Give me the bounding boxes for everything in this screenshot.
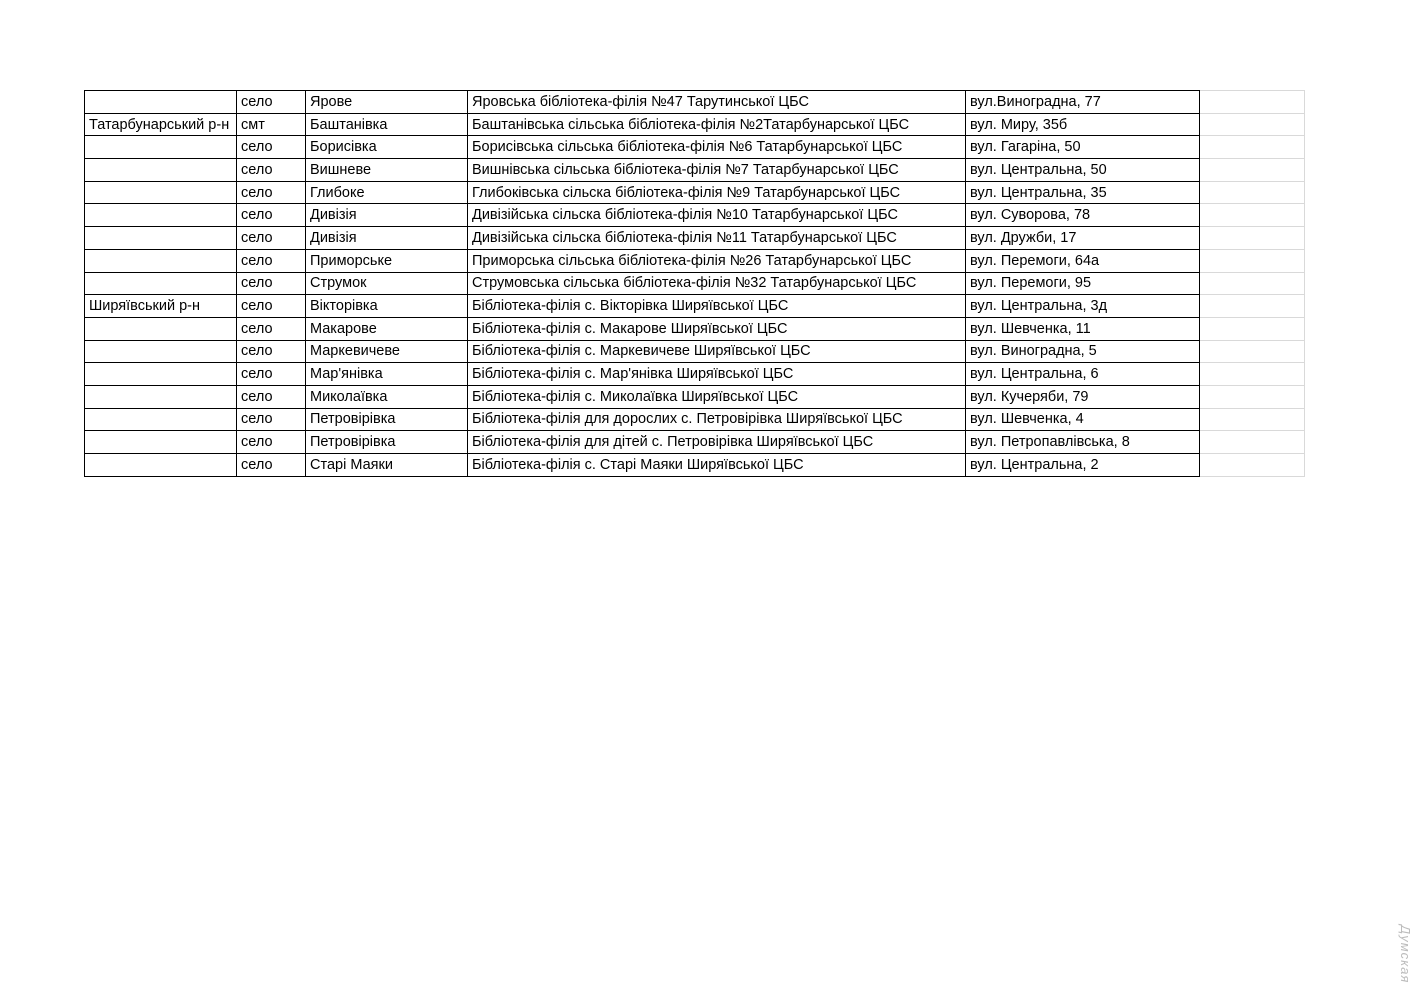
address-cell: вул. Гагаріна, 50 <box>966 136 1200 159</box>
settlement-name-cell: Дивізія <box>306 204 468 227</box>
settlement-type-cell: село <box>237 408 306 431</box>
library-name-cell: Бібліотека-філія с. Макарове Ширяївської ЦБС <box>468 317 966 340</box>
library-name-cell: Дивізійська сільска бібліотека-філія №10 Татарбунарської ЦБС <box>468 204 966 227</box>
district-cell <box>85 385 237 408</box>
settlement-type-cell: село <box>237 454 306 477</box>
settlement-name-cell: Старі Маяки <box>306 454 468 477</box>
address-cell: вул. Дружби, 17 <box>966 227 1200 250</box>
table-row <box>85 317 1305 340</box>
settlement-type-cell: село <box>237 227 306 250</box>
table-row <box>85 431 1305 454</box>
settlement-type-cell: село <box>237 340 306 363</box>
settlement-name-cell: Петровірівка <box>306 408 468 431</box>
settlement-name-cell: Маркевичеве <box>306 340 468 363</box>
table-row <box>85 385 1305 408</box>
address-cell: вул. Миру, 35б <box>966 113 1200 136</box>
address-cell: вул. Центральна, 3д <box>966 295 1200 318</box>
address-cell: вул. Центральна, 50 <box>966 159 1200 182</box>
settlement-name-cell: Глибоке <box>306 181 468 204</box>
district-cell <box>85 159 237 182</box>
table-row <box>85 113 1305 136</box>
address-cell: вул. Перемоги, 64а <box>966 249 1200 272</box>
table-row <box>85 272 1305 295</box>
empty-cell <box>1200 340 1305 363</box>
empty-cell <box>1200 113 1305 136</box>
district-cell: Ширяївський р-н <box>85 295 237 318</box>
empty-cell <box>1200 204 1305 227</box>
library-name-cell: Бібліотека-філія с. Вікторівка Ширяївської ЦБС <box>468 295 966 318</box>
empty-cell <box>1200 295 1305 318</box>
district-cell <box>85 204 237 227</box>
library-table <box>84 90 1305 477</box>
empty-cell <box>1200 385 1305 408</box>
settlement-name-cell: Миколаївка <box>306 385 468 408</box>
address-cell: вул. Шевченка, 11 <box>966 317 1200 340</box>
district-cell <box>85 431 237 454</box>
district-cell <box>85 181 237 204</box>
library-name-cell: Борисівська сільська бібліотека-філія №6 Татарбунарської ЦБС <box>468 136 966 159</box>
table-row <box>85 295 1305 318</box>
district-cell <box>85 363 237 386</box>
address-cell: вул. Перемоги, 95 <box>966 272 1200 295</box>
library-name-cell: Бібліотека-філія с. Миколаївка Ширяївської ЦБС <box>468 385 966 408</box>
address-cell: вул. Виноградна, 5 <box>966 340 1200 363</box>
library-name-cell: Бібліотека-філія с. Старі Маяки Ширяївської ЦБС <box>468 454 966 477</box>
settlement-type-cell: смт <box>237 113 306 136</box>
settlement-type-cell: село <box>237 431 306 454</box>
settlement-type-cell: село <box>237 363 306 386</box>
district-cell <box>85 91 237 114</box>
district-cell <box>85 249 237 272</box>
watermark-text: Думская <box>1398 924 1413 983</box>
district-cell <box>85 454 237 477</box>
empty-cell <box>1200 136 1305 159</box>
empty-cell <box>1200 249 1305 272</box>
district-cell <box>85 136 237 159</box>
address-cell: вул. Центральна, 6 <box>966 363 1200 386</box>
empty-cell <box>1200 317 1305 340</box>
settlement-type-cell: село <box>237 249 306 272</box>
empty-cell <box>1200 431 1305 454</box>
library-name-cell: Струмовська сільська бібліотека-філія №32 Татарбунарської ЦБС <box>468 272 966 295</box>
empty-cell <box>1200 363 1305 386</box>
library-name-cell: Бібліотека-філія с. Маркевичеве Ширяївської ЦБС <box>468 340 966 363</box>
library-name-cell: Баштанівська сільська бібліотека-філія №2Татарбунарської ЦБС <box>468 113 966 136</box>
settlement-type-cell: село <box>237 317 306 340</box>
table-row <box>85 408 1305 431</box>
settlement-name-cell: Приморське <box>306 249 468 272</box>
settlement-name-cell: Ярове <box>306 91 468 114</box>
settlement-type-cell: село <box>237 272 306 295</box>
library-name-cell: Бібліотека-філія для дітей с. Петровірівка Ширяївської ЦБС <box>468 431 966 454</box>
table-row <box>85 227 1305 250</box>
address-cell: вул.Виноградна, 77 <box>966 91 1200 114</box>
address-cell: вул. Шевченка, 4 <box>966 408 1200 431</box>
address-cell: вул. Кучеряби, 79 <box>966 385 1200 408</box>
empty-cell <box>1200 91 1305 114</box>
settlement-name-cell: Вікторівка <box>306 295 468 318</box>
table-row <box>85 249 1305 272</box>
library-name-cell: Дивізійська сільска бібліотека-філія №11 Татарбунарської ЦБС <box>468 227 966 250</box>
settlement-name-cell: Петровірівка <box>306 431 468 454</box>
empty-cell <box>1200 272 1305 295</box>
library-name-cell: Приморська сільська бібліотека-філія №26 Татарбунарської ЦБС <box>468 249 966 272</box>
empty-cell <box>1200 181 1305 204</box>
settlement-type-cell: село <box>237 385 306 408</box>
district-cell <box>85 340 237 363</box>
table-row <box>85 454 1305 477</box>
library-name-cell: Вишнівська сільська бібліотека-філія №7 Татарбунарської ЦБС <box>468 159 966 182</box>
empty-cell <box>1200 454 1305 477</box>
library-name-cell: Бібліотека-філія с. Мар'янівка Ширяївської ЦБС <box>468 363 966 386</box>
library-table-sheet <box>84 90 1305 477</box>
settlement-type-cell: село <box>237 91 306 114</box>
address-cell: вул. Суворова, 78 <box>966 204 1200 227</box>
district-cell <box>85 408 237 431</box>
settlement-type-cell: село <box>237 136 306 159</box>
district-cell <box>85 272 237 295</box>
library-name-cell: Бібліотека-філія для дорослих с. Петровірівка Ширяївської ЦБС <box>468 408 966 431</box>
table-row <box>85 204 1305 227</box>
library-name-cell: Глибоківська сільска бібліотека-філія №9 Татарбунарської ЦБС <box>468 181 966 204</box>
address-cell: вул. Петропавлівська, 8 <box>966 431 1200 454</box>
district-cell: Татарбунарський р-н <box>85 113 237 136</box>
settlement-name-cell: Макарове <box>306 317 468 340</box>
settlement-type-cell: село <box>237 295 306 318</box>
settlement-type-cell: село <box>237 204 306 227</box>
settlement-name-cell: Вишневе <box>306 159 468 182</box>
table-row <box>85 159 1305 182</box>
address-cell: вул. Центральна, 2 <box>966 454 1200 477</box>
empty-cell <box>1200 159 1305 182</box>
settlement-name-cell: Дивізія <box>306 227 468 250</box>
library-table-body <box>85 91 1305 477</box>
library-name-cell: Яровська бібліотека-філія №47 Тарутинської ЦБС <box>468 91 966 114</box>
settlement-name-cell: Баштанівка <box>306 113 468 136</box>
address-cell: вул. Центральна, 35 <box>966 181 1200 204</box>
district-cell <box>85 227 237 250</box>
table-row <box>85 340 1305 363</box>
district-cell <box>85 317 237 340</box>
table-row <box>85 136 1305 159</box>
settlement-name-cell: Струмок <box>306 272 468 295</box>
empty-cell <box>1200 408 1305 431</box>
settlement-name-cell: Мар'янівка <box>306 363 468 386</box>
table-row <box>85 363 1305 386</box>
empty-cell <box>1200 227 1305 250</box>
settlement-type-cell: село <box>237 181 306 204</box>
table-row <box>85 91 1305 114</box>
settlement-type-cell: село <box>237 159 306 182</box>
table-row <box>85 181 1305 204</box>
settlement-name-cell: Борисівка <box>306 136 468 159</box>
